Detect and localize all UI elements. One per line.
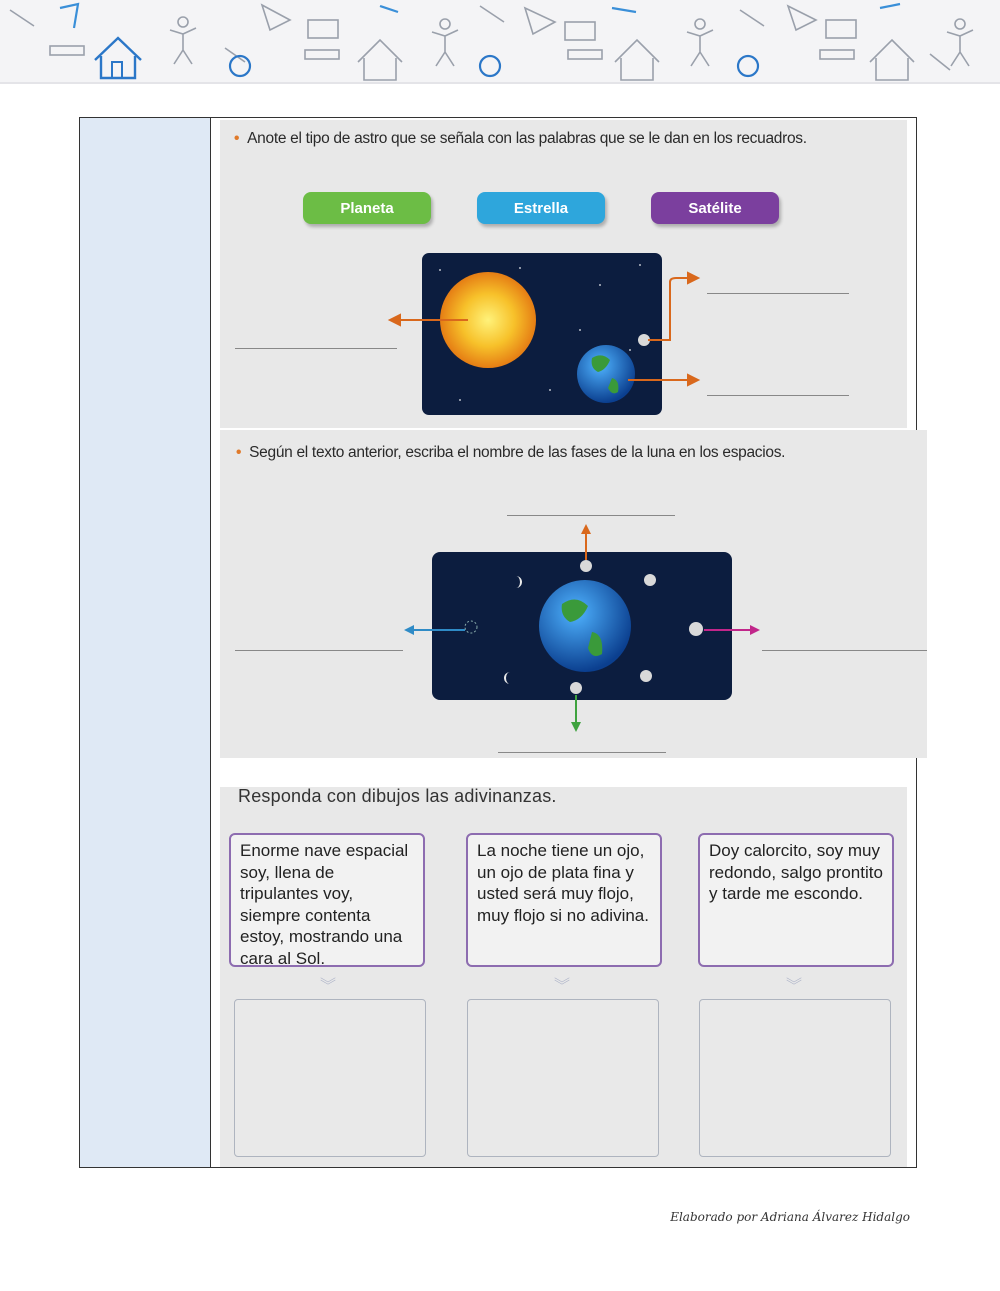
ruler-icon (50, 46, 854, 59)
answer-line-phase-top[interactable] (507, 515, 675, 516)
sun-earth-moon-illustration (220, 240, 907, 430)
house-icon (95, 38, 914, 80)
chevron-down-icon: ︾ (320, 978, 337, 995)
answer-line-moon[interactable] (707, 293, 849, 294)
left-column (80, 118, 211, 1167)
book-icon (308, 20, 856, 40)
answer-line-phase-bottom[interactable] (498, 752, 666, 753)
riddle-box-2: La noche tiene un ojo, un ojo de plata fina y usted será muy flojo, muy flojo si no adivina. (466, 833, 662, 967)
instruction-riddles: Responda con dibujos las adivinanzas. (238, 786, 557, 806)
answer-line-phase-right[interactable] (762, 650, 927, 651)
riddle-box-1: Enorme nave espacial soy, llena de tripulantes voy, siempre contenta estoy, mostrando una cara al Sol. (229, 833, 425, 967)
answer-line-earth[interactable] (707, 395, 849, 396)
riddle-box-3: Doy calorcito, soy muy redondo, salgo prontito y tarde me escondo. (698, 833, 894, 967)
chip-estrella[interactable]: Estrella (477, 192, 605, 224)
moon-phases-illustration (220, 500, 927, 760)
answer-line-phase-left[interactable] (235, 650, 403, 651)
instruction-moon-phases: • Según el texto anterior, escriba el nombre de las fases de la luna en los espacios. (236, 444, 786, 461)
drawing-box-2[interactable] (467, 999, 659, 1157)
drawing-box-3[interactable] (699, 999, 891, 1157)
doodle-pattern (0, 0, 1000, 82)
header-doodle-banner (0, 0, 1000, 84)
chevron-down-icon: ︾ (786, 978, 803, 995)
instruction-astro: • Anote el tipo de astro que se señala con las palabras que se le dan en los recuadros. (234, 130, 807, 147)
chip-satelite[interactable]: Satélite (651, 192, 779, 224)
pencil-icon (10, 6, 950, 70)
chevron-down-icon: ︾ (554, 978, 571, 995)
answer-line-sun[interactable] (235, 348, 397, 349)
chip-planeta[interactable]: Planeta (303, 192, 431, 224)
riddles-panel (220, 787, 907, 1167)
paper-plane-icon (262, 5, 816, 34)
author-signature: Elaborado por Adriana Álvarez Hidalgo (670, 1210, 910, 1224)
earth-icon (577, 345, 635, 403)
earth-icon (539, 580, 631, 672)
drawing-box-1[interactable] (234, 999, 426, 1157)
